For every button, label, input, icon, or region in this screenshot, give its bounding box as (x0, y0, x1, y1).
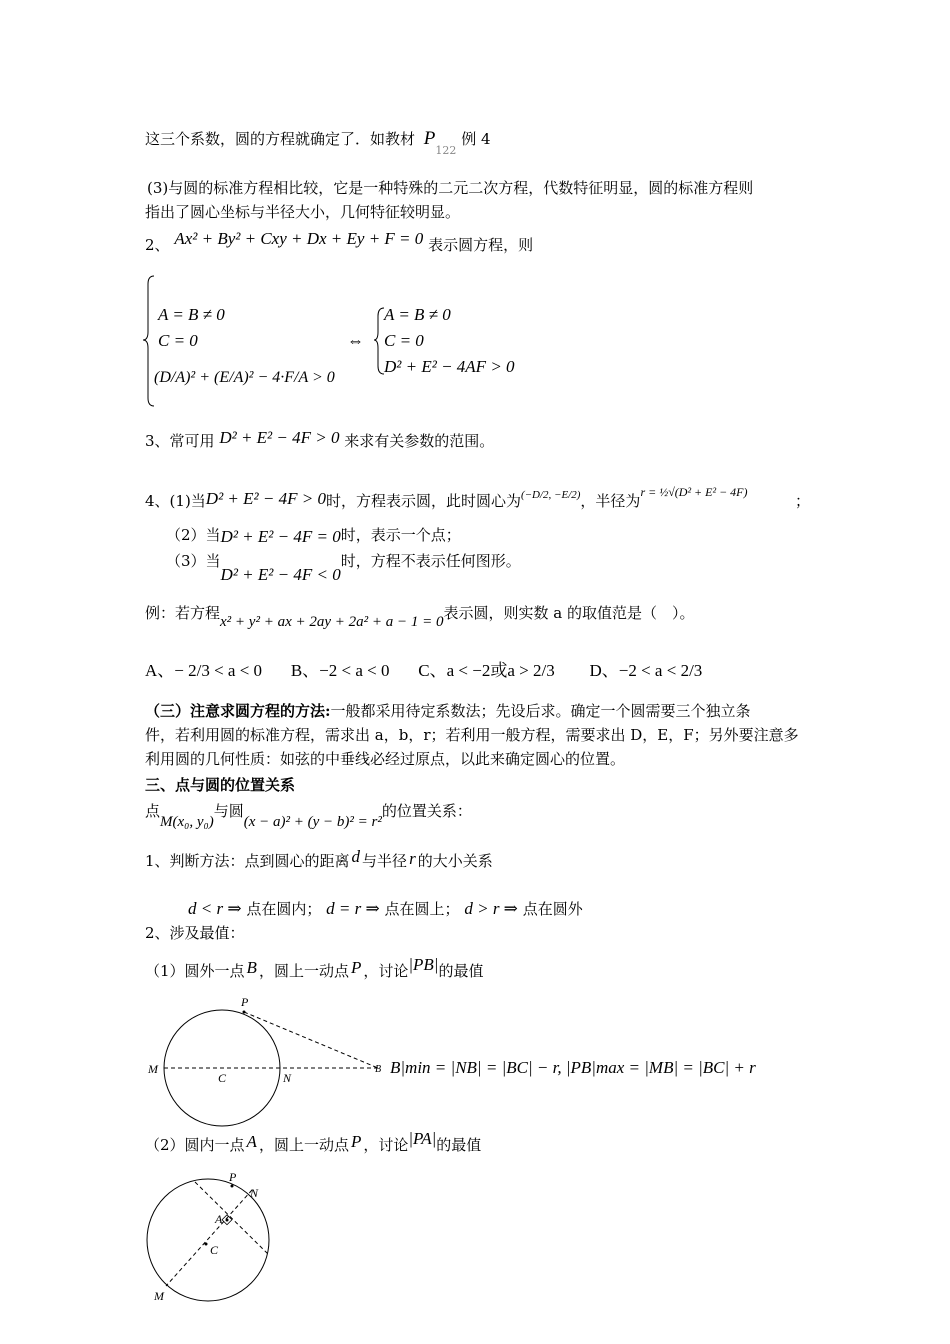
item-4-1 (145, 485, 811, 514)
point-c (205, 1243, 208, 1246)
text: 例 4 (461, 130, 491, 148)
method-line-2: 件，若利用圆的标准方程，需求出 a，b，r；若利用一般方程，需要求出 D，E，F；另外要注意多 (145, 726, 799, 744)
relation-outside: d > r ⇒ (464, 899, 518, 918)
label-c: C (218, 1071, 227, 1085)
text: 表示圆方程，则 (428, 236, 534, 254)
sys-left-3: (D/A)² + (E/A)² − 4·F/A > 0 (154, 369, 335, 386)
formula-min-max (390, 1057, 756, 1079)
text: ； (795, 492, 811, 510)
method-line-3: 利用圆的几何性质：如弦的中垂线必经过原点，以此来确定圆心的位置。 (145, 750, 626, 768)
figure-inside-point (140, 1166, 290, 1306)
point-circle-line (145, 800, 472, 830)
item-2 (145, 229, 534, 256)
text: （1）圆外一点 (145, 962, 245, 980)
item-3 (145, 430, 494, 452)
pb-line (244, 1012, 378, 1068)
text: 例：若方程 (145, 604, 221, 622)
method-heading: （三）注意求圆方程的方法: (145, 702, 331, 720)
iff-symbol: ⇔ (347, 331, 364, 350)
label-p: P (229, 1170, 237, 1184)
ref-subscript: 122 (435, 144, 457, 157)
symbol-a: A (246, 1132, 257, 1151)
figure-outside-point (140, 992, 400, 1127)
text: ，半径为 (580, 492, 641, 510)
symbol-b: B (246, 958, 257, 977)
symbol-pa: |PA| (408, 1129, 437, 1148)
option-a: A、− 2/3 < a < 0 (145, 661, 263, 680)
item-4-2 (166, 524, 461, 546)
paragraph-3a: (3)与圆的标准方程相比较，它是一种特殊的二元二次方程，代数特征明显，圆的标准方程则 (147, 179, 754, 197)
condition-system (140, 270, 560, 410)
text: 的位置关系： (381, 802, 472, 820)
diameter-line (166, 1190, 252, 1286)
point-p (231, 1185, 234, 1188)
sys-left-1: A = B ≠ 0 (158, 305, 225, 324)
label-a: A (215, 1212, 223, 1226)
text-line (145, 128, 491, 157)
judge-method (145, 847, 493, 872)
point-formula: M(x₀, y₀) (160, 814, 214, 830)
left-brace (143, 276, 154, 406)
point-a (226, 1219, 229, 1222)
text: 4、(1)当 (145, 492, 206, 510)
text: （2）圆内一点 (145, 1136, 245, 1154)
text: 点在圆内； (246, 900, 322, 918)
sys-right-3: D² + E² − 4AF > 0 (384, 357, 515, 376)
label-m: M (154, 1289, 164, 1303)
label-m: M (148, 1062, 158, 1076)
method-paragraph (145, 700, 751, 722)
text: ，圆上一动点 (258, 1136, 349, 1154)
text: 一般都采用待定系数法；先设后求。确定一个圆需要三个独立条 (330, 702, 751, 720)
text: 1、判断方法：点到圆心的距离 (145, 852, 350, 870)
text: 来求有关参数的范围。 (344, 432, 495, 450)
relation-on: d = r ⇒ (326, 899, 380, 918)
example (145, 602, 695, 630)
relation-inside: d < r ⇒ (188, 899, 242, 918)
formula: D² + E² − 4F < 0 (220, 565, 341, 584)
text: 与圆 (213, 802, 244, 820)
center-formula: (−D/2, −E/2) (520, 489, 581, 501)
symbol-pb: |PB| (408, 955, 439, 974)
sys-right-1: A = B ≠ 0 (384, 305, 451, 324)
case-2 (145, 1129, 482, 1156)
text: 表示圆，则实数 a 的取值范是（ ）。 (443, 604, 695, 622)
item-4-3 (166, 550, 521, 584)
point-p (243, 1011, 246, 1014)
option-c: C、a < −2或a > 2/3 (418, 661, 555, 680)
text: 点在圆上； (384, 900, 460, 918)
text: 时，方程不表示任何图形。 (340, 552, 521, 570)
label-c: C (210, 1243, 219, 1257)
extremes-heading: 2、涉及最值： (145, 924, 245, 942)
text: 的最值 (438, 962, 484, 980)
symbol-p: P (350, 1132, 362, 1151)
symbol-p: P (350, 958, 362, 977)
item-number: 2、 (145, 236, 170, 254)
label-n: N (250, 1186, 259, 1200)
text: 3、常可用 (145, 432, 215, 450)
text: 的大小关系 (417, 852, 493, 870)
section-heading: 三、点与圆的位置关系 (145, 776, 296, 794)
sys-right-2: C = 0 (384, 331, 424, 350)
formula: D² + E² − 4F > 0 (205, 489, 326, 508)
formula: D² + E² − 4F > 0 (219, 428, 340, 447)
option-b: B、−2 < a < 0 (290, 661, 390, 680)
text: ，圆上一动点 (258, 962, 349, 980)
text: 这三个系数，圆的方程就确定了．如教材 (145, 130, 416, 148)
text: 与半径 (362, 852, 408, 870)
options (145, 660, 825, 682)
text: ，讨论 (363, 1136, 409, 1154)
option-d: D、−2 < a < 2/3 (589, 661, 703, 680)
symbol-r: r (409, 849, 416, 868)
text: （2）当 (166, 526, 221, 544)
circle-formula: (x − a)² + (y − b)² = r² (243, 814, 382, 830)
formula: x² + y² + ax + 2ay + 2a² + a − 1 = 0 (220, 614, 444, 630)
text: 时，方程表示圆，此时圆心为 (325, 492, 521, 510)
text: 点 (145, 802, 161, 820)
symbol-d: d (351, 847, 361, 866)
ref-symbol: P (423, 128, 436, 149)
formula: Ax² + By² + Cxy + Dx + Ey + F = 0 (174, 229, 424, 248)
text: 点在圆外 (522, 900, 583, 918)
case-1 (145, 955, 484, 982)
formula: B|min = |NB| = |BC| − r, |PB|max = |MB| = |BC| + r (390, 1058, 756, 1077)
text: 的最值 (436, 1136, 482, 1154)
text: （3）当 (166, 552, 221, 570)
radius-formula: r = ½√(D² + E² − 4F) (640, 485, 748, 499)
text: ，讨论 (363, 962, 409, 980)
text: 时，表示一个点； (340, 526, 461, 544)
paragraph-3b: 指出了圆心坐标与半径大小，几何特征较明显。 (145, 203, 461, 221)
relations (188, 898, 583, 920)
right-brace (374, 308, 384, 374)
label-n: N (283, 1071, 292, 1085)
label-b: B (375, 1064, 382, 1075)
formula: D² + E² − 4F = 0 (220, 527, 341, 546)
sys-left-2: C = 0 (158, 331, 198, 350)
label-p: P (241, 995, 249, 1009)
